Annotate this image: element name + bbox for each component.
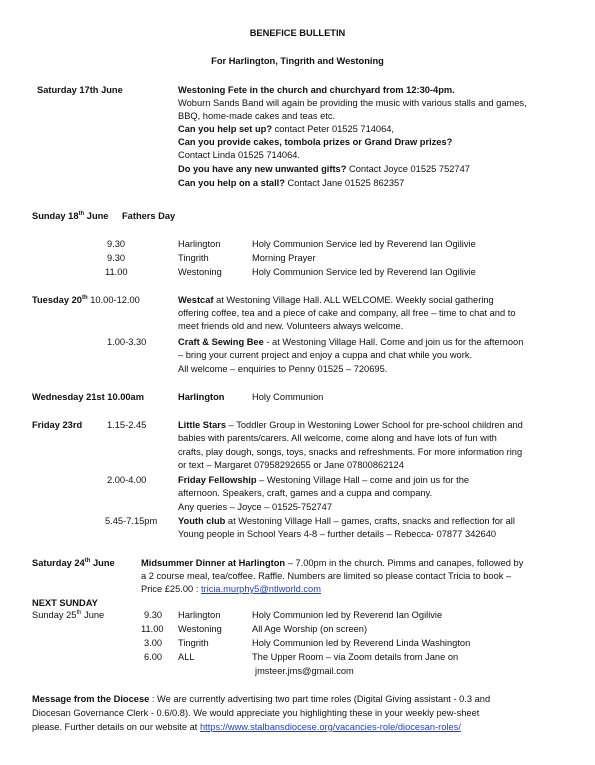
diocese-message-line: Diocesan Governance Clerk - 0.6/0.8). We would appreciate you highlighting these in your weekly pew-sheet: [32, 708, 480, 718]
service-time: 3.00: [144, 638, 163, 648]
sat17-line: Can you help on a stall? Contact Jane 01525 862357: [178, 178, 405, 188]
fri23-line: afternoon. Speakers, craft, games and a cuppa and company.: [178, 488, 433, 498]
service-place: Harlington: [178, 610, 221, 620]
fri23-time: 1.15-2.45: [107, 420, 147, 430]
fri23-fellowship: Friday Fellowship – Westoning Village Hall – come and join us for the: [178, 475, 470, 485]
email-link[interactable]: tricia.murphy5@ntlworld.com: [200, 584, 321, 594]
fri23-line: or text – Margaret 07958292655 or Jane 07800862124: [178, 460, 404, 470]
fri23-line: babies with parents/carers. All welcome, come along and have lots of fun with: [178, 433, 497, 443]
service-desc: Holy Communion Service led by Reverend Ian Ogilivie: [252, 267, 476, 277]
service-place: Westoning: [178, 624, 222, 634]
service-place: Tingrith: [178, 638, 209, 648]
fri23-line: crafts, play dough, songs, toys, snacks and refreshments. For more information ring: [178, 447, 523, 457]
sat17-line: Do you have any new unwanted gifts? Contact Joyce 01525 752747: [178, 164, 470, 174]
sun18-note: Fathers Day: [122, 211, 176, 221]
sat17-line: Woburn Sands Band will again be providing the music with various stalls and games,: [178, 98, 527, 108]
diocese-message-line: Message from the Diocese : We are currently advertising two part time roles (Digital Giving assistant - 0.3 and: [32, 694, 491, 704]
sat17-line: Westoning Fete in the church and churchyard from 12:30-4pm.: [178, 85, 455, 95]
tue20-craft-line: All welcome – enquiries to Penny 01525 – 720695.: [178, 364, 388, 374]
sat24-date: Saturday 24th June: [32, 558, 115, 568]
sat24-price-line: Price £25.00 : tricia.murphy5@ntlworld.com: [141, 584, 321, 594]
next-sunday-heading: NEXT SUNDAY: [32, 598, 98, 608]
tue20-craft: Craft & Sewing Bee - at Westoning Village Hall. Come and join us for the afternoon: [178, 337, 524, 347]
fri23-youth-club: Youth club at Westoning Village Hall – games, crafts, snacks and reflection for all: [178, 516, 515, 526]
service-place: Westoning: [178, 267, 222, 277]
service-desc: Holy Communion led by Reverend Linda Washington: [252, 638, 471, 648]
sun18-date: Sunday 18th June: [32, 211, 109, 221]
sat17-line: BBQ, home-made cakes and teas etc.: [178, 111, 336, 121]
service-time: 11.00: [105, 267, 128, 277]
sat17-line: Can you provide cakes, tombola prizes or Grand Draw prizes?: [178, 137, 453, 147]
sat24-line: a 2 course meal, tea/coffee. Raffle. Numbers are limited so please contact Tricia to book –: [141, 571, 512, 581]
tue20-date: Tuesday 20th 10.00-12.00: [32, 295, 140, 305]
fri23-date: Friday 23rd: [32, 420, 83, 430]
tue20-westcaf-line: offering coffee, tea and a piece of cake and company, all free – time to chat and to: [178, 308, 516, 318]
zoom-contact-email: jmsteer.jms@gmail.com: [255, 666, 354, 676]
service-desc: All Age Worship (on screen): [252, 624, 368, 634]
service-desc: Morning Prayer: [252, 253, 316, 263]
service-time: 11.00: [141, 624, 164, 634]
fri23-line: Young people in School Years 4-8 – further details – Rebecca- 07877 342640: [178, 529, 497, 539]
sat17-line: Can you help set up? contact Peter 01525 714064,: [178, 124, 395, 134]
bulletin-subtitle: For Harlington, Tingrith and Westoning: [211, 56, 384, 66]
fri23-line: Any queries – Joyce – 01525-752747: [178, 502, 333, 512]
diocese-message-line: please. Further details on our website at https://www.stalbansdiocese.org/vacancies-role/diocesan-roles/: [32, 722, 461, 732]
next-sunday-date: Sunday 25th June: [32, 610, 105, 620]
sat17-line: Contact Linda 01525 714064.: [178, 150, 300, 160]
service-desc: The Upper Room – via Zoom details from Jane on: [252, 652, 459, 662]
fri23-time: 5.45-7.15pm: [105, 516, 158, 526]
bulletin-title: BENEFICE BULLETIN: [249, 28, 346, 38]
wed21-date: Wednesday 21st 10.00am: [32, 392, 144, 402]
tue20-craft-line: – bring your current project and enjoy a cuppa and chat while you work.: [178, 350, 473, 360]
sat17-date: Saturday 17th June: [37, 85, 123, 95]
service-desc: Holy Communion Service led by Reverend Ian Ogilivie: [252, 239, 476, 249]
diocese-vacancies-link[interactable]: https://www.stalbansdiocese.org/vacancies-role/diocesan-roles/: [199, 722, 461, 732]
fri23-time: 2.00-4.00: [107, 475, 147, 485]
service-time: 9.30: [144, 610, 163, 620]
service-place: Tingrith: [178, 253, 209, 263]
tue20-time2: 1.00-3.30: [107, 337, 147, 347]
service-place: Harlington: [178, 239, 221, 249]
service-time: 9.30: [107, 239, 126, 249]
wed21-desc: Holy Communion: [252, 392, 324, 402]
service-place: ALL: [178, 652, 195, 662]
service-time: 9.30: [107, 253, 126, 263]
sat24-dinner: Midsummer Dinner at Harlington – 7.00pm in the church. Pimms and canapes, followed by: [141, 558, 524, 568]
fri23-little-stars: Little Stars – Toddler Group in Westoning Lower School for pre-school children and: [178, 420, 523, 430]
service-time: 6.00: [144, 652, 163, 662]
wed21-place: Harlington: [178, 392, 225, 402]
tue20-westcaf-line: meet friends old and new. Volunteers always welcome.: [178, 321, 404, 331]
tue20-westcaf: Westcaf at Westoning Village Hall. ALL WELCOME. Weekly social gathering: [178, 295, 494, 305]
service-desc: Holy Communion led by Reverend Ian Ogilivie: [252, 610, 443, 620]
